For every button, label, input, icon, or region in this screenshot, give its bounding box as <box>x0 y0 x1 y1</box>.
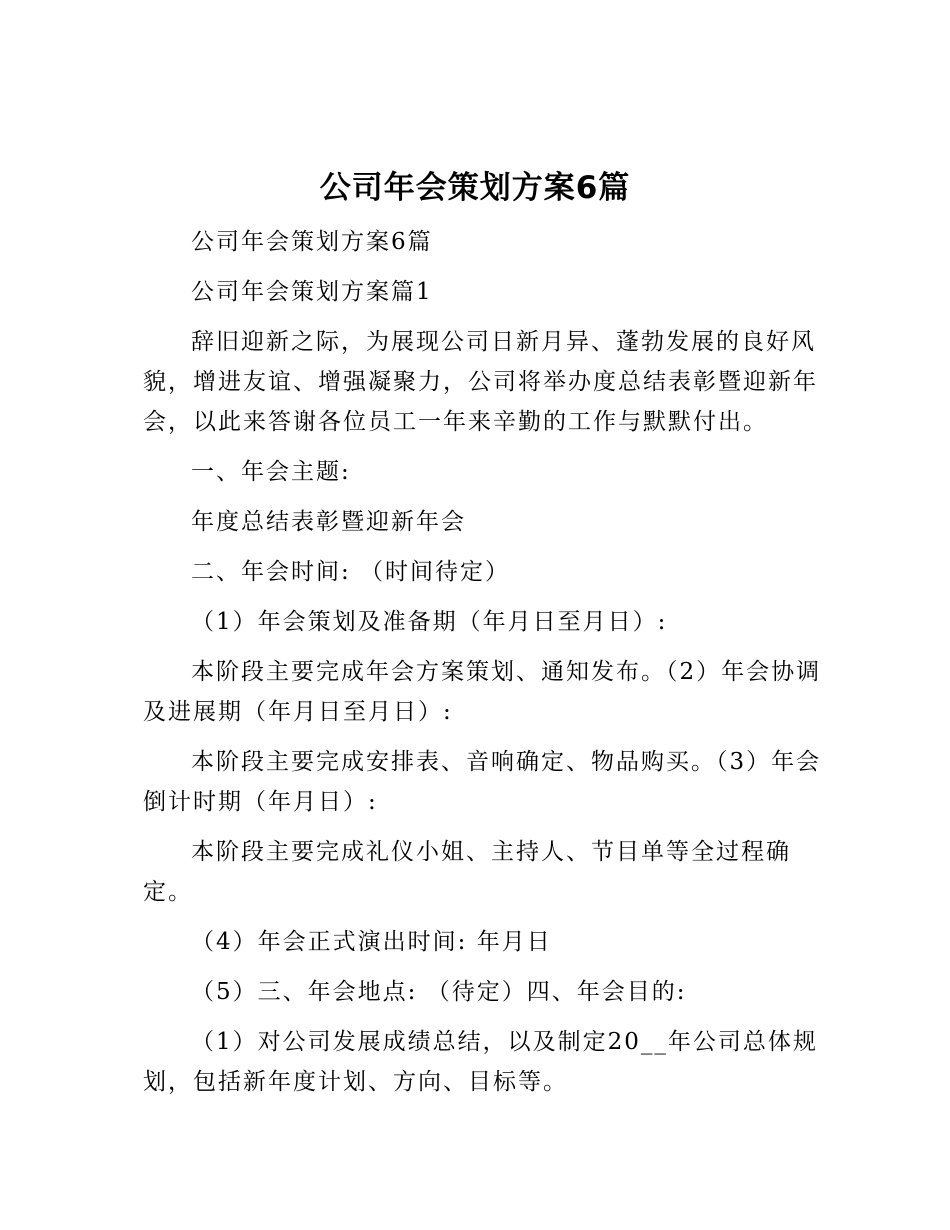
paragraph: 公司年会策划方案6篇 <box>191 229 433 255</box>
paragraph: 本阶段主要完成年会方案策划、通知发布。（2）年会协调及进展期（年月日至月日）: <box>143 659 822 725</box>
paragraph: 本阶段主要完成安排表、音响确定、物品购买。（3）年会倒计时期（年月日）: <box>143 749 822 815</box>
paragraph: （4）年会正式演出时间: 年月日 <box>191 929 552 955</box>
paragraph: 公司年会策划方案篇1 <box>191 279 433 305</box>
paragraph: 二、年会时间: （时间待定） <box>191 559 511 585</box>
paragraph: （5）三、年会地点: （待定）四、年会目的: <box>191 979 687 1005</box>
document-title: 公司年会策划方案6篇 <box>319 170 631 206</box>
paragraph: 辞旧迎新之际，为展现公司日新月异、蓬勃发展的良好风貌，增进友谊、增强凝聚力，公司将举办度总结表彰暨迎新年会，以此来答谢各位员工一年来辛勤的工作与默默付出。 <box>143 329 818 435</box>
paragraph: 本阶段主要完成礼仪小姐、主持人、节目单等全过程确定。 <box>143 839 791 905</box>
paragraph: （1）对公司发展成绩总结，以及制定20__年公司总体规划，包括新年度计划、方向、目标等。 <box>143 1029 818 1095</box>
paragraph: 年度总结表彰暨迎新年会 <box>191 509 466 535</box>
document-body <box>143 222 825 1112</box>
paragraph: （1）年会策划及准备期（年月日至月日）: <box>191 609 668 635</box>
paragraph: 一、年会主题: <box>191 459 351 485</box>
